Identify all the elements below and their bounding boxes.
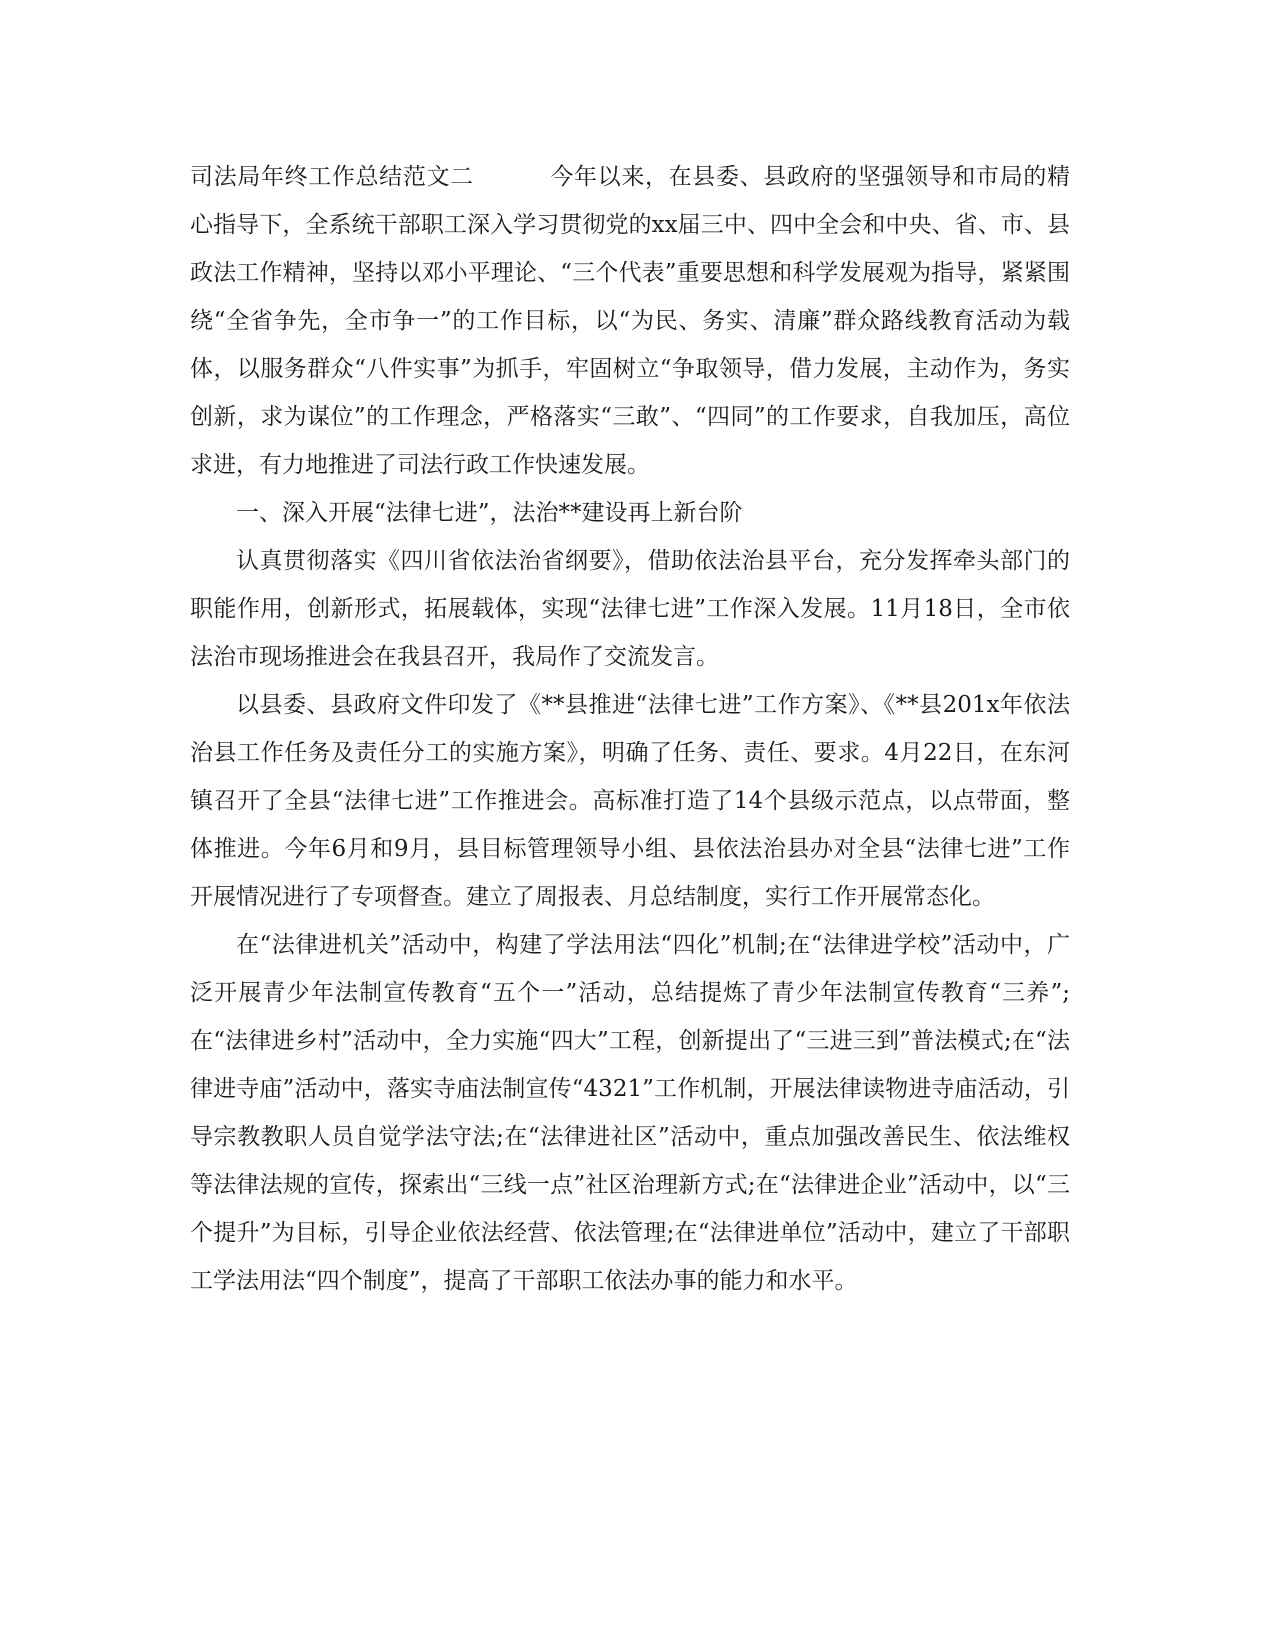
section-heading: 一、深入开展“法律七进”，法治**建设再上新台阶 <box>236 500 743 526</box>
document-page <box>190 153 1070 1305</box>
intro-text: 今年以来，在县委、县政府的坚强领导和市局的精心指导下，全系统干部职工深入学习贯彻党的xx届三中、四中全会和中央、省、市、县政法工作精神，坚持以邓小平理论、“三个代表”重要思想和科学发展观为指导，紧紧围绕“全省争先，全市争一”的工作目标，以“为民、务实、清廉”群众路线教育活动为载体，以服务群众“八件实事”为抓手，牢固树立“争取领导，借力发展，主动作为，务实创新，求为谋位”的工作理念，严格落实“三敢”、“四同”的工作要求，自我加压，高位求进，有力地推进了司法行政工作快速发展。 <box>190 164 1071 478</box>
body-paragraph: 以县委、县政府文件印发了《**县推进“法律七进”工作方案》、《**县201x年依法治县工作任务及责任分工的实施方案》，明确了任务、责任、要求。4月22日，在东河镇召开了全县“法律七进”工作推进会。高标准打造了14个县级示范点，以点带面，整体推进。今年6月和9月，县目标管理领导小组、县依法治县办对全县“法律七进”工作开展情况进行了专项督查。建立了周报表、月总结制度，实行工作开展常态化。 <box>190 692 1070 910</box>
intro-paragraph <box>190 153 1070 489</box>
body-paragraph: 认真贯彻落实《四川省依法治省纲要》，借助依法治县平台，充分发挥牵头部门的职能作用，创新形式，拓展载体，实现“法律七进”工作深入发展。11月18日，全市依法治市现场推进会在我县召开，我局作了交流发言。 <box>190 548 1070 670</box>
document-title: 司法局年终工作总结范文二 <box>190 164 474 190</box>
body-paragraph: 在“法律进机关”活动中，构建了学法用法“四化”机制;在“法律进学校”活动中，广泛开展青少年法制宣传教育“五个一”活动，总结提炼了青少年法制宣传教育“三养”;在“法律进乡村”活动中，全力实施“四大”工程，创新提出了“三进三到”普法模式;在“法律进寺庙”活动中，落实寺庙法制宣传“4321”工作机制，开展法律读物进寺庙活动，引导宗教教职人员自觉学法守法;在“法律进社区”活动中，重点加强改善民生、依法维权等法律法规的宣传，探索出“三线一点”社区治理新方式;在“法律进企业”活动中，以“三个提升”为目标，引导企业依法经营、依法管理;在“法律进单位”活动中，建立了干部职工学法用法“四个制度”，提高了干部职工依法办事的能力和水平。 <box>190 932 1070 1294</box>
